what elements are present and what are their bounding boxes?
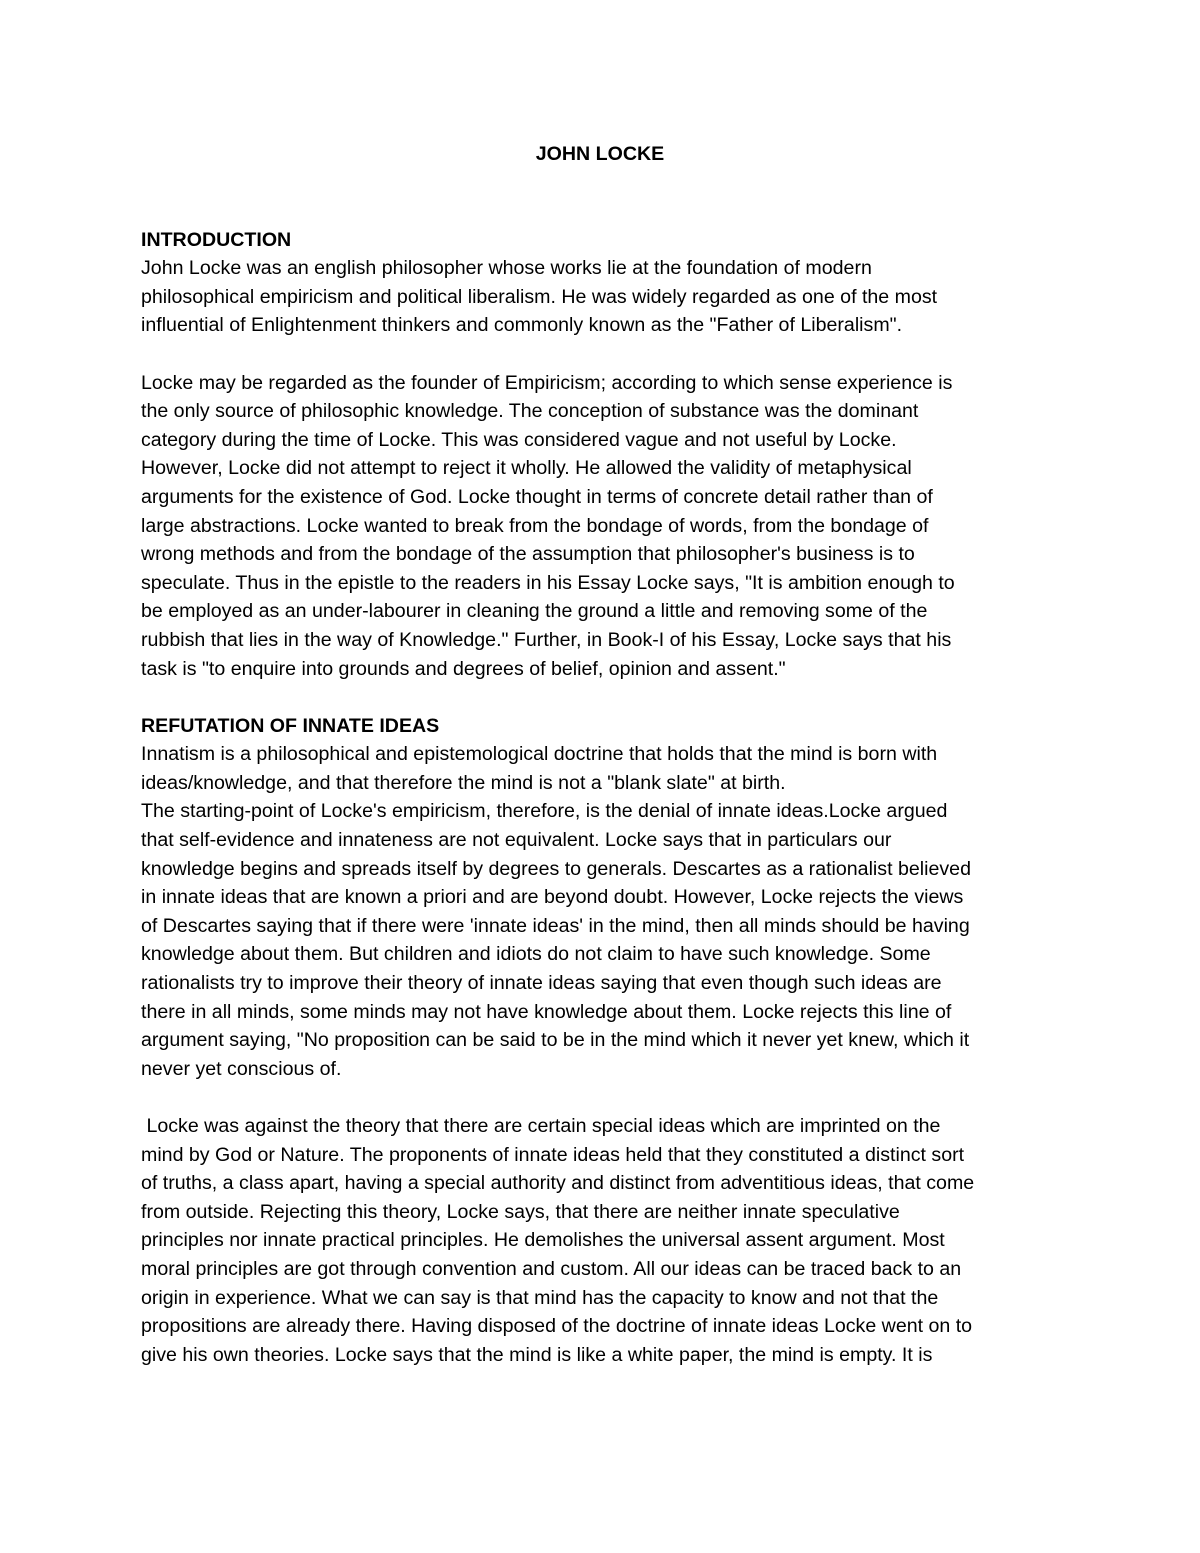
- text-line: knowledge begins and spreads itself by degrees to generals. Descartes as a rationalist believed: [141, 857, 971, 880]
- text-line: rubbish that lies in the way of Knowledge." Further, in Book-I of his Essay, Locke says that his: [141, 628, 952, 651]
- text-line: speculate. Thus in the epistle to the readers in his Essay Locke says, "It is ambition enough to: [141, 571, 955, 594]
- page-title: JOHN LOCKE: [535, 143, 665, 165]
- text-line: John Locke was an english philosopher whose works lie at the foundation of modern: [141, 257, 872, 280]
- text-line: that self-evidence and innateness are not equivalent. Locke says that in particulars our: [141, 829, 892, 852]
- text-line: task is "to enquire into grounds and degrees of belief, opinion and assent.": [141, 657, 786, 680]
- text-line: large abstractions. Locke wanted to break from the bondage of words, from the bondage of: [141, 514, 929, 537]
- text-line: from outside. Rejecting this theory, Locke says, that there are neither innate speculative: [141, 1200, 900, 1223]
- paragraph: [141, 1112, 1071, 1369]
- text-line: the only source of philosophic knowledge. The conception of substance was the dominant: [141, 400, 919, 423]
- text-line: The starting-point of Locke's empiricism, therefore, is the denial of innate ideas.Locke argued: [141, 800, 948, 823]
- text-line: there in all minds, some minds may not have knowledge about them. Locke rejects this line of: [141, 1000, 952, 1023]
- text-line: Locke was against the theory that there are certain special ideas which are imprinted on the: [141, 1115, 941, 1137]
- text-line: argument saying, "No proposition can be said to be in the mind which it never yet knew, which it: [141, 1029, 970, 1052]
- section-refutation-of-innate-ideas: [141, 712, 1071, 1370]
- text-line: philosophical empiricism and political liberalism. He was widely regarded as one of the most: [141, 285, 938, 308]
- section-heading: INTRODUCTION: [141, 228, 292, 251]
- text-line: be employed as an under-labourer in cleaning the ground a little and removing some of the: [141, 600, 928, 623]
- text-line: never yet conscious of.: [141, 1057, 342, 1080]
- text-line: category during the time of Locke. This was considered vague and not useful by Locke.: [141, 428, 897, 451]
- text-line: knowledge about them. But children and idiots do not claim to have such knowledge. Some: [141, 943, 931, 966]
- text-line: give his own theories. Locke says that the mind is like a white paper, the mind is empty. It is: [141, 1343, 933, 1366]
- section-gap: [141, 683, 1071, 712]
- text-line: arguments for the existence of God. Locke thought in terms of concrete detail rather than of: [141, 485, 933, 508]
- text-line: in innate ideas that are known a priori and are beyond doubt. However, Locke rejects the views: [141, 886, 964, 909]
- paragraph: [141, 254, 1071, 340]
- text-line: propositions are already there. Having disposed of the doctrine of innate ideas Locke went on to: [141, 1315, 973, 1338]
- document-body: [141, 140, 1071, 1369]
- text-line: Innatism is a philosophical and epistemological doctrine that holds that the mind is born with: [141, 743, 938, 766]
- text-line: moral principles are got through convention and custom. All our ideas can be traced back to an: [141, 1257, 962, 1280]
- text-line: ideas/knowledge, and that therefore the mind is not a "blank slate" at birth.: [141, 771, 786, 794]
- text-line: influential of Enlightenment thinkers and commonly known as the "Father of Liberalism".: [141, 314, 903, 337]
- paragraph: [141, 369, 1071, 684]
- section-heading: REFUTATION OF INNATE IDEAS: [141, 714, 440, 737]
- text-line: of Descartes saying that if there were 'innate ideas' in the mind, then all minds should be having: [141, 914, 970, 937]
- paragraph: [141, 740, 1071, 1083]
- text-line: principles nor innate practical principles. He demolishes the universal assent argument. Most: [141, 1229, 945, 1252]
- section-introduction: [141, 226, 1071, 684]
- text-line: of truths, a class apart, having a special authority and distinct from adventitious ideas, that come: [141, 1172, 975, 1195]
- paragraph-gap: [141, 1083, 1071, 1112]
- text-line: However, Locke did not attempt to reject it wholly. He allowed the validity of metaphysical: [141, 457, 912, 480]
- text-line: mind by God or Nature. The proponents of innate ideas held that they constituted a distinct sort: [141, 1143, 965, 1166]
- text-line: rationalists try to improve their theory of innate ideas saying that even though such ideas are: [141, 972, 942, 995]
- title-gap: [141, 169, 1071, 226]
- text-line: Locke may be regarded as the founder of Empiricism; according to which sense experience is: [141, 371, 953, 394]
- paragraph-gap: [141, 340, 1071, 369]
- text-line: wrong methods and from the bondage of the assumption that philosopher's business is to: [141, 543, 915, 566]
- text-line: origin in experience. What we can say is that mind has the capacity to know and not that the: [141, 1286, 939, 1309]
